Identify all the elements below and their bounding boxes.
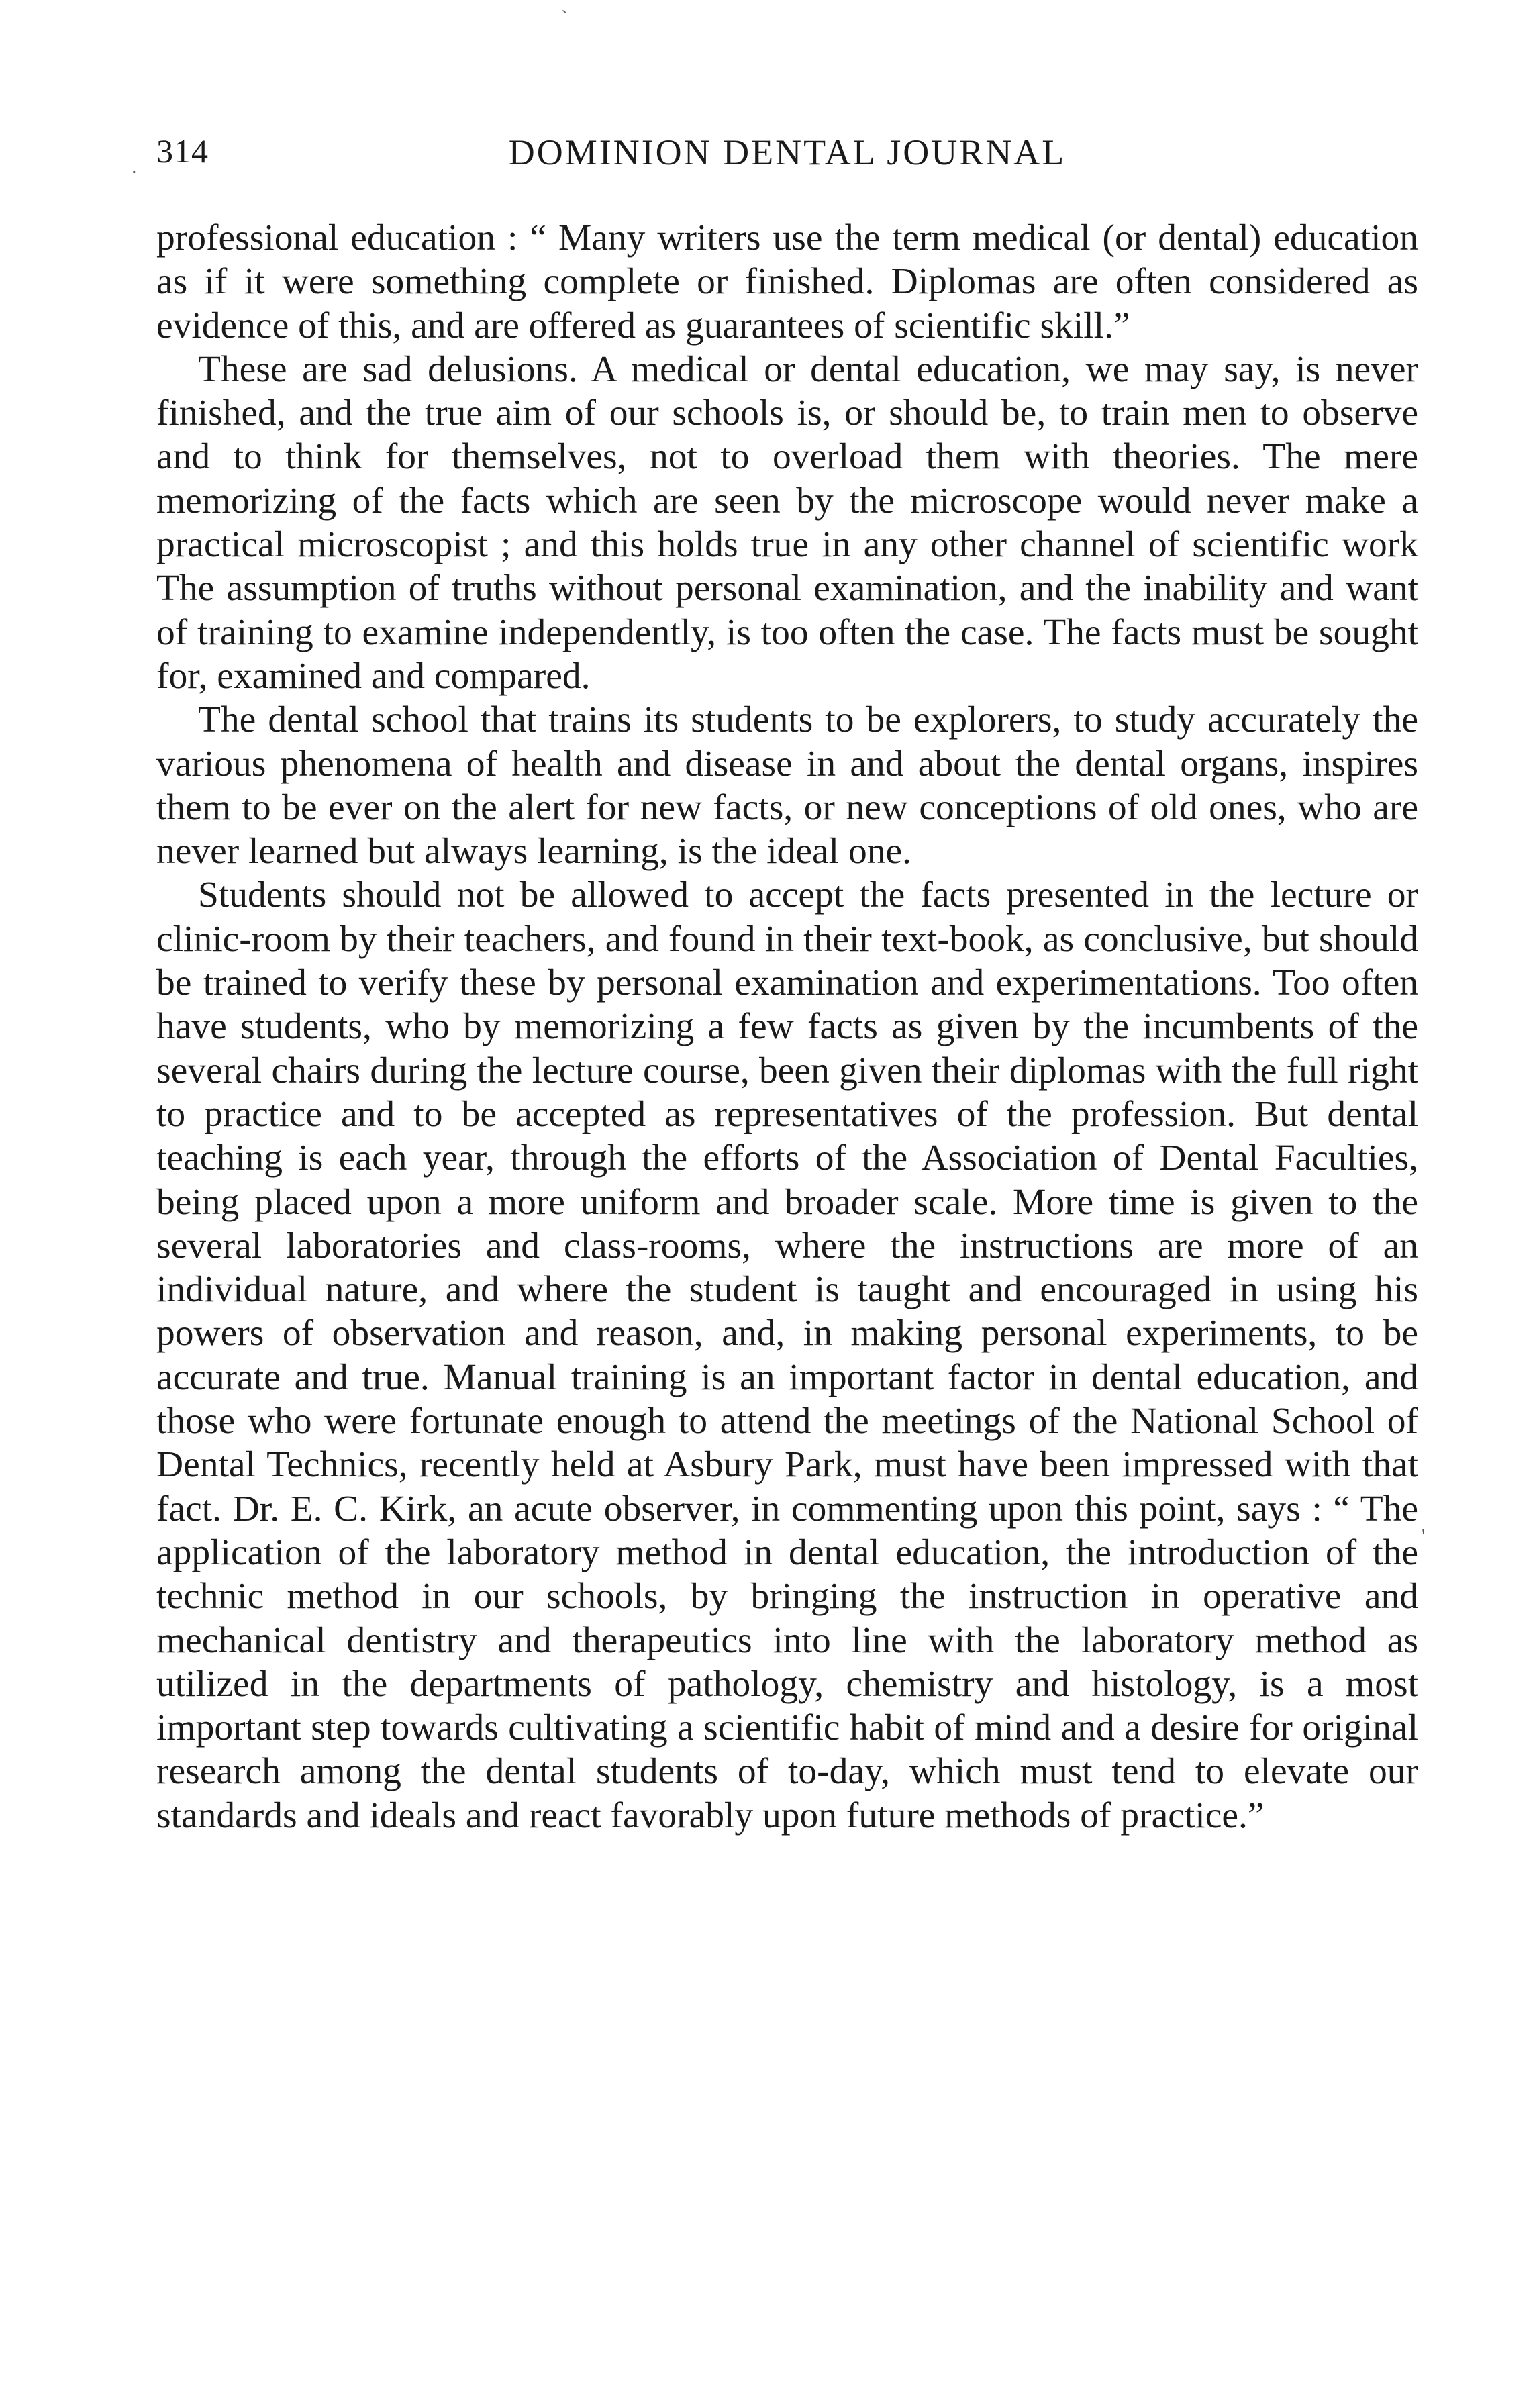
paragraph-1: professional education : “ Many writers use the term medical (or dental) education as if it were something complete or finished. Diplomas are often considered as evidence of this, and are offered as guarantees of scientific skill.” [156,217,1418,346]
journal-title: DOMINION DENTAL JOURNAL [508,132,1067,172]
page-number: 314 [156,132,209,170]
scan-speck: ` [561,7,568,29]
body-text [156,216,1418,1838]
paragraph-2: These are sad delusions. A medical or dental education, we may say, is never finished, and the true aim of our schools is, or should be, to train men to observe and to think for themselves, not to overload them with theories. The mere memorizing of the facts which are seen by the microscope would never make a practical microscopist ; and this holds true in any other channel of scientific work The assumption of truths without personal examination, and the inability and want of training to examine independently, is too often the case. The facts must be sought for, examined and compared. [156,348,1418,697]
paragraph-3: The dental school that trains its students to be explorers, to study accurately the various phenomena of health and disease in and about the dental organs, inspires them to be ever on the alert for new facts, or new conceptions of old ones, who are never learned but always learning, is the ideal one. [156,699,1418,872]
scan-speck: . [132,156,137,178]
running-head [156,132,1418,185]
scan-speck: ' [1422,1525,1426,1547]
paragraph-4: Students should not be allowed to accept the facts presented in the lecture or clinic-room by their teachers, and found in their text-book, as conclusive, but should be trained to verify these by personal examination and experimentations. Too often have students, who by memorizing a few facts as given by the incumbents of the several chairs during the lecture course, been given their diplomas with the full right to practice and to be accepted as representatives of the profession. But dental teaching is each year, through the efforts of the Association of Dental Faculties, being placed upon a more uniform and broader scale. More time is given to the several laboratories and class-rooms, where the instructions are more of an individual nature, and where the student is taught and encouraged in using his powers of observation and reason, and, in making personal experiments, to be accurate and true. Manual training is an important factor in dental education, and those who were fortunate enough to attend the meetings of the National School of Dental Technics, recently held at Asbury Park, must have been impressed with that fact. Dr. E. C. Kirk, an acute observer, in commenting upon this point, says : “ The application of the laboratory method in dental education, the introduction of the technic method in our schools, by bringing the instruction in operative and mechanical dentistry and therapeutics into line with the laboratory method as utilized in the departments of pathology, chemistry and histology, is a most important step towards cultivating a scientific habit of mind and a desire for original research among the dental students of to-day, which must tend to elevate our standards and ideals and react favorably upon future methods of practice.” [156,874,1418,1836]
